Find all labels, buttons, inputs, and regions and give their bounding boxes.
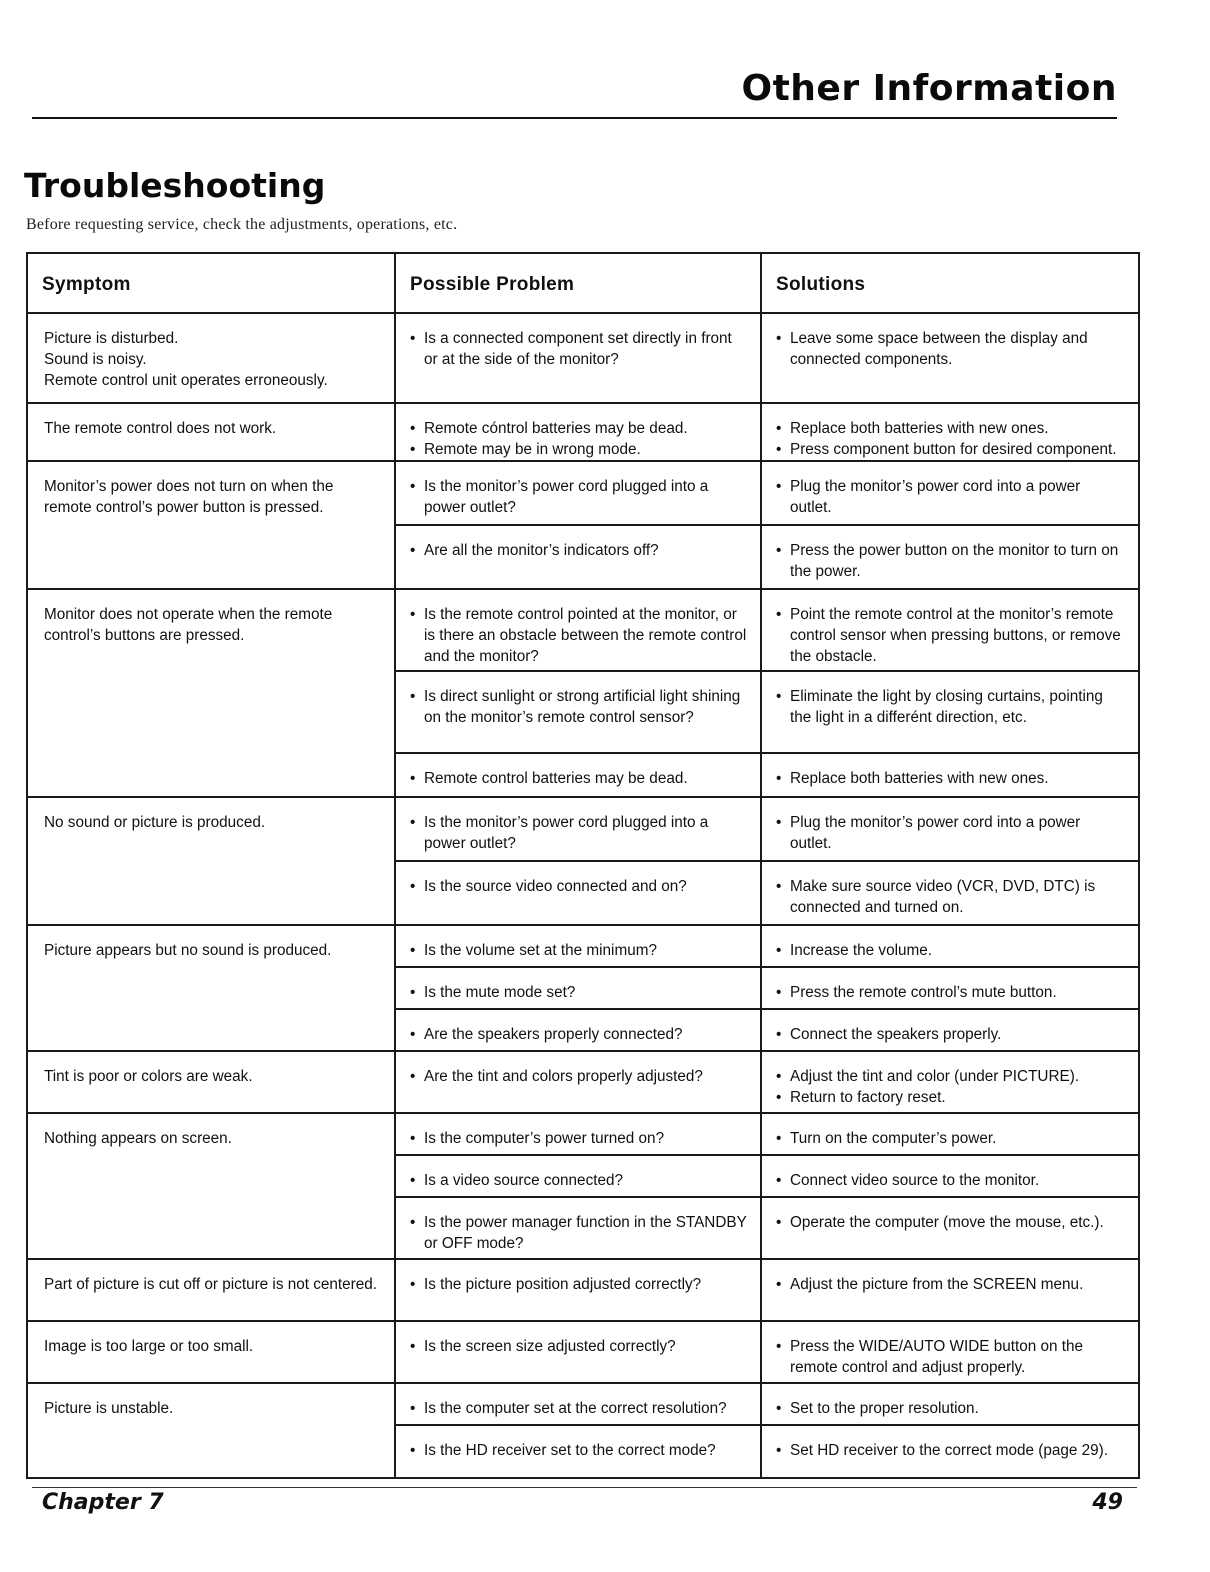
intro-text: Before requesting service, check the adjustments, operations, etc.	[26, 216, 458, 233]
solution-cell	[761, 967, 1139, 1009]
table-row	[27, 589, 1139, 671]
problem-item: • Is the computer’s power turned on?	[410, 1128, 748, 1149]
solution-cell	[761, 925, 1139, 967]
problem-item: • Is a connected component set directly in front or at the side of the monitor?	[410, 328, 748, 370]
symptom-text: No sound or picture is produced.	[44, 814, 266, 831]
bottom-rule	[32, 1487, 1137, 1488]
problem-item: • Is the picture position adjusted correctly?	[410, 1274, 748, 1295]
table-row	[27, 797, 1139, 861]
section-title: Other Information	[741, 68, 1117, 109]
problem-item: • Is the screen size adjusted correctly?	[410, 1336, 748, 1357]
solution-item: • Connect video source to the monitor.	[776, 1170, 1126, 1191]
troubleshooting-table	[26, 252, 1140, 1479]
solution-item: • Connect the speakers properly.	[776, 1024, 1126, 1045]
symptom-cell	[27, 589, 395, 797]
problem-cell	[395, 1113, 761, 1155]
problem-item: • Is a video source connected?	[410, 1170, 748, 1191]
table-row	[27, 1383, 1139, 1425]
table-row	[27, 1321, 1139, 1383]
symptom-text: The remote control does not work.	[44, 420, 277, 437]
problem-cell	[395, 1009, 761, 1051]
symptom-text: Part of picture is cut off or picture is not centered.	[44, 1276, 378, 1293]
chapter-label: Chapter 7	[42, 1490, 164, 1515]
table-row	[27, 403, 1139, 461]
solution-cell	[761, 525, 1139, 589]
problem-cell	[395, 967, 761, 1009]
solution-item: • Set HD receiver to the correct mode (page 29).	[776, 1440, 1126, 1461]
symptom-text: Nothing appears on screen.	[44, 1130, 232, 1147]
problem-cell	[395, 461, 761, 525]
page-title: Troubleshooting	[24, 166, 326, 205]
symptom-text: Picture is unstable.	[44, 1400, 174, 1417]
symptom-cell	[27, 1113, 395, 1259]
problem-item: • Is the power manager function in the STANDBY or OFF mode?	[410, 1212, 748, 1254]
solution-cell	[761, 1259, 1139, 1321]
symptom-text: Picture appears but no sound is produced.	[44, 942, 332, 959]
header-symptom: Symptom	[27, 253, 395, 313]
problem-item: • Is the remote control pointed at the monitor, or is there an obstacle between the remote control and the monitor?	[410, 604, 748, 667]
solution-cell	[761, 461, 1139, 525]
problem-cell	[395, 1425, 761, 1478]
solution-item: • Operate the computer (move the mouse, etc.).	[776, 1212, 1126, 1233]
problem-item: • Remote may be in wrong mode.	[410, 439, 748, 460]
solution-item: • Eliminate the light by closing curtains, pointing the light in a differént direction, etc.	[776, 686, 1126, 728]
solution-item: • Set to the proper resolution.	[776, 1398, 1126, 1419]
symptom-text: Remote control unit operates erroneously.	[44, 372, 328, 389]
solution-item: • Return to factory reset.	[776, 1087, 1126, 1108]
symptom-text: Tint is poor or colors are weak.	[44, 1068, 253, 1085]
problem-item: • Is the computer set at the correct resolution?	[410, 1398, 748, 1419]
problem-cell	[395, 1051, 761, 1113]
solution-cell	[761, 671, 1139, 753]
header-solutions: Solutions	[761, 253, 1139, 313]
symptom-cell	[27, 403, 395, 461]
symptom-cell	[27, 1321, 395, 1383]
solution-cell	[761, 797, 1139, 861]
solution-item: • Adjust the tint and color (under PICTURE).	[776, 1066, 1126, 1087]
problem-item: • Is the monitor’s power cord plugged into a power outlet?	[410, 812, 748, 854]
solution-item: • Leave some space between the display and connected components.	[776, 328, 1126, 370]
symptom-cell	[27, 1259, 395, 1321]
problem-item: • Are all the monitor’s indicators off?	[410, 540, 748, 561]
problem-item: • Remote control batteries may be dead.	[410, 768, 748, 789]
solution-cell	[761, 1425, 1139, 1478]
table-row	[27, 1113, 1139, 1155]
symptom-cell	[27, 1383, 395, 1478]
solution-cell	[761, 589, 1139, 671]
problem-item: • Is the volume set at the minimum?	[410, 940, 748, 961]
solution-item: • Press the WIDE/AUTO WIDE button on the remote control and adjust properly.	[776, 1336, 1126, 1378]
top-rule	[32, 117, 1117, 119]
solution-item: • Press component button for desired component.	[776, 439, 1126, 460]
symptom-text: Image is too large or too small.	[44, 1338, 254, 1355]
problem-cell	[395, 861, 761, 925]
problem-item: • Is the HD receiver set to the correct mode?	[410, 1440, 748, 1461]
problem-cell	[395, 313, 761, 403]
solution-cell	[761, 403, 1139, 461]
problem-item: • Is direct sunlight or strong artificial light shining on the monitor’s remote control sensor?	[410, 686, 748, 728]
page-number: 49	[1092, 1490, 1123, 1515]
solution-item: • Replace both batteries with new ones.	[776, 418, 1126, 439]
table-row	[27, 1051, 1139, 1113]
problem-cell	[395, 1155, 761, 1197]
symptom-text: Picture is disturbed.	[44, 330, 179, 347]
header-possible-problem: Possible Problem	[395, 253, 761, 313]
solution-cell	[761, 1197, 1139, 1259]
symptom-cell	[27, 925, 395, 1051]
table-row	[27, 925, 1139, 967]
solution-cell	[761, 1383, 1139, 1425]
problem-cell	[395, 525, 761, 589]
table-row	[27, 313, 1139, 403]
symptom-cell	[27, 797, 395, 925]
problem-cell	[395, 1197, 761, 1259]
solution-item: • Press the power button on the monitor to turn on the power.	[776, 540, 1126, 582]
solution-cell	[761, 1009, 1139, 1051]
problem-cell	[395, 1321, 761, 1383]
symptom-text: Sound is noisy.	[44, 351, 147, 368]
problem-cell	[395, 797, 761, 861]
solution-cell	[761, 753, 1139, 797]
solution-cell	[761, 1051, 1139, 1113]
solution-item: • Plug the monitor’s power cord into a power outlet.	[776, 476, 1126, 518]
solution-cell	[761, 861, 1139, 925]
problem-cell	[395, 1259, 761, 1321]
table-header-row	[27, 253, 1139, 313]
problem-cell	[395, 589, 761, 671]
solution-item: • Turn on the computer’s power.	[776, 1128, 1126, 1149]
problem-item: • Are the tint and colors properly adjusted?	[410, 1066, 748, 1087]
problem-item: • Is the monitor’s power cord plugged into a power outlet?	[410, 476, 748, 518]
problem-cell	[395, 753, 761, 797]
solution-item: • Replace both batteries with new ones.	[776, 768, 1126, 789]
symptom-cell	[27, 313, 395, 403]
problem-cell	[395, 671, 761, 753]
solution-cell	[761, 1321, 1139, 1383]
solution-item: • Press the remote control’s mute button.	[776, 982, 1126, 1003]
solution-item: • Make sure source video (VCR, DVD, DTC) is connected and turned on.	[776, 876, 1126, 918]
symptom-text: Monitor’s power does not turn on when the remote control’s power button is pressed.	[44, 478, 334, 516]
solution-cell	[761, 313, 1139, 403]
problem-item: • Is the source video connected and on?	[410, 876, 748, 897]
symptom-cell	[27, 461, 395, 589]
symptom-cell	[27, 1051, 395, 1113]
solution-item: • Point the remote control at the monitor’s remote control sensor when pressing buttons, or remove the obstacle.	[776, 604, 1126, 667]
problem-item: • Is the mute mode set?	[410, 982, 748, 1003]
table-row	[27, 1259, 1139, 1321]
problem-cell	[395, 403, 761, 461]
solution-cell	[761, 1113, 1139, 1155]
problem-cell	[395, 1383, 761, 1425]
solution-cell	[761, 1155, 1139, 1197]
symptom-text: Monitor does not operate when the remote control’s buttons are pressed.	[44, 606, 333, 644]
table-row	[27, 461, 1139, 525]
solution-item: • Increase the volume.	[776, 940, 1126, 961]
problem-item: • Remote cóntrol batteries may be dead.	[410, 418, 748, 439]
table-body	[27, 313, 1139, 1478]
solution-item: • Adjust the picture from the SCREEN menu.	[776, 1274, 1126, 1295]
solution-item: • Plug the monitor’s power cord into a power outlet.	[776, 812, 1126, 854]
problem-cell	[395, 925, 761, 967]
problem-item: • Are the speakers properly connected?	[410, 1024, 748, 1045]
